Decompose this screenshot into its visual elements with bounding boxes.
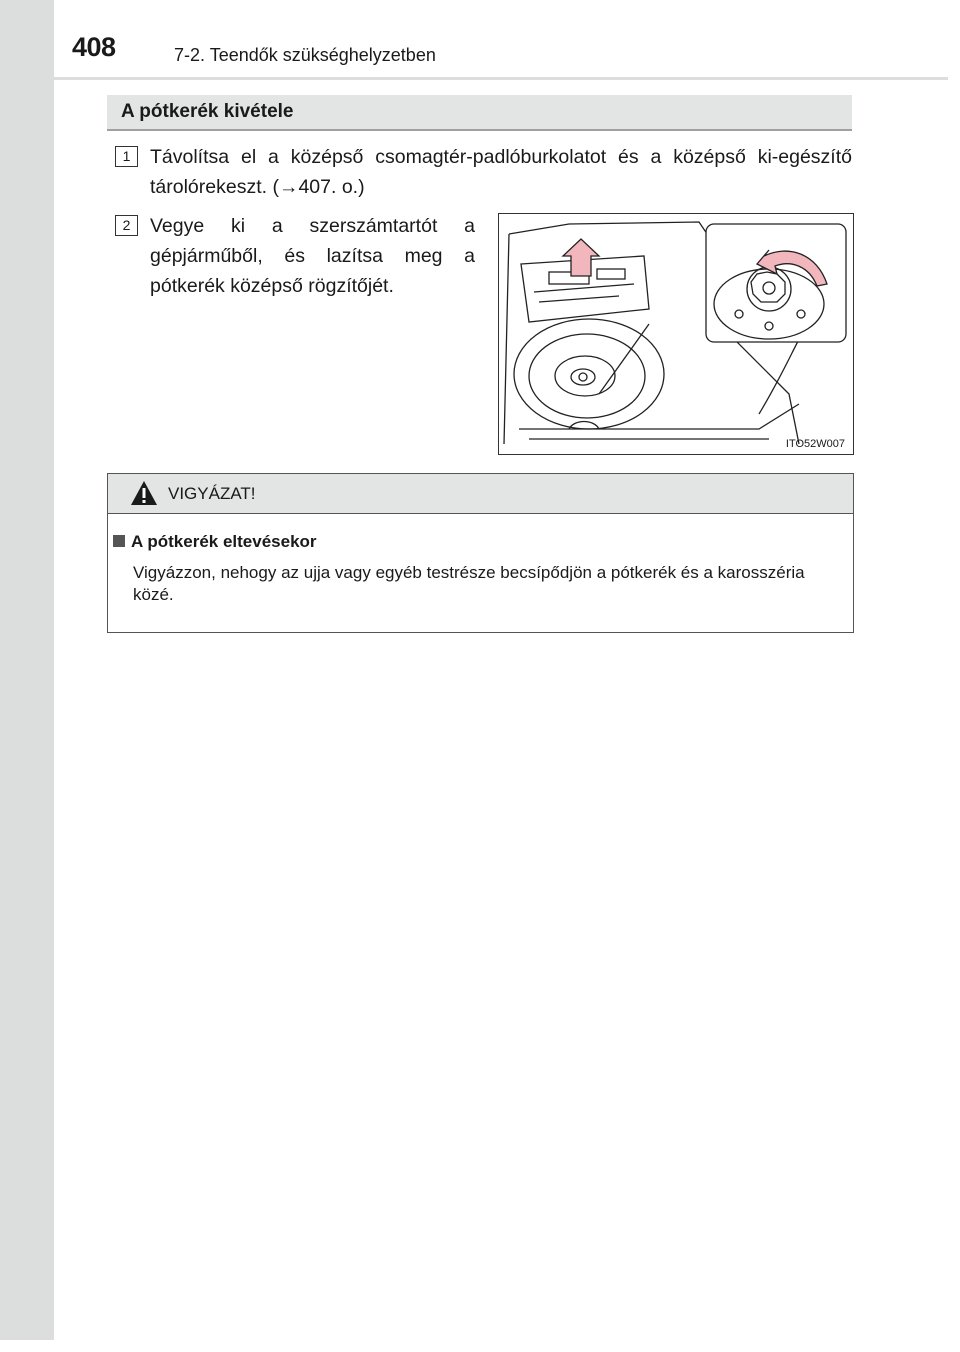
lift-arrow-icon: [563, 239, 599, 276]
bullet-square-icon: [113, 535, 125, 547]
header-rule: [54, 77, 948, 80]
caution-header: [108, 474, 853, 514]
section-heading: [107, 95, 852, 131]
caution-body: Vigyázzon, nehogy az ujja vagy egyéb testrésze becsípődjön a pótkerék és a karosszéria közé.: [133, 563, 805, 604]
section-title: A pótkerék kivétele: [121, 101, 294, 122]
caution-box: [107, 473, 854, 633]
warning-triangle-icon: [130, 480, 158, 506]
chapter-title: 7-2. Teendők szükséghelyzetben: [174, 45, 436, 65]
caution-subheading: [113, 532, 317, 552]
step-2-number: 2: [115, 215, 138, 236]
step-2-text: Vegye ki a szerszámtartót a gépjárműből, és lazítsa meg a pótkerék középső rögzítőjét.: [150, 215, 475, 297]
spare-tire-illustration: [498, 213, 854, 455]
figure-code: ITO52W007: [785, 438, 845, 450]
caution-title: VIGYÁZAT!: [168, 484, 256, 503]
caution-subheading-text: A pótkerék eltevésekor: [131, 532, 317, 551]
trunk-drawing: [499, 214, 853, 454]
side-band: [0, 0, 54, 1340]
page-number: 408: [72, 32, 116, 62]
step-1-text: Távolítsa el a középső csomagtér-padlóburkolatot és a középső ki-egészítő tárolórekeszt. (→407. o.): [150, 146, 852, 198]
step-1-number: 1: [115, 146, 138, 167]
